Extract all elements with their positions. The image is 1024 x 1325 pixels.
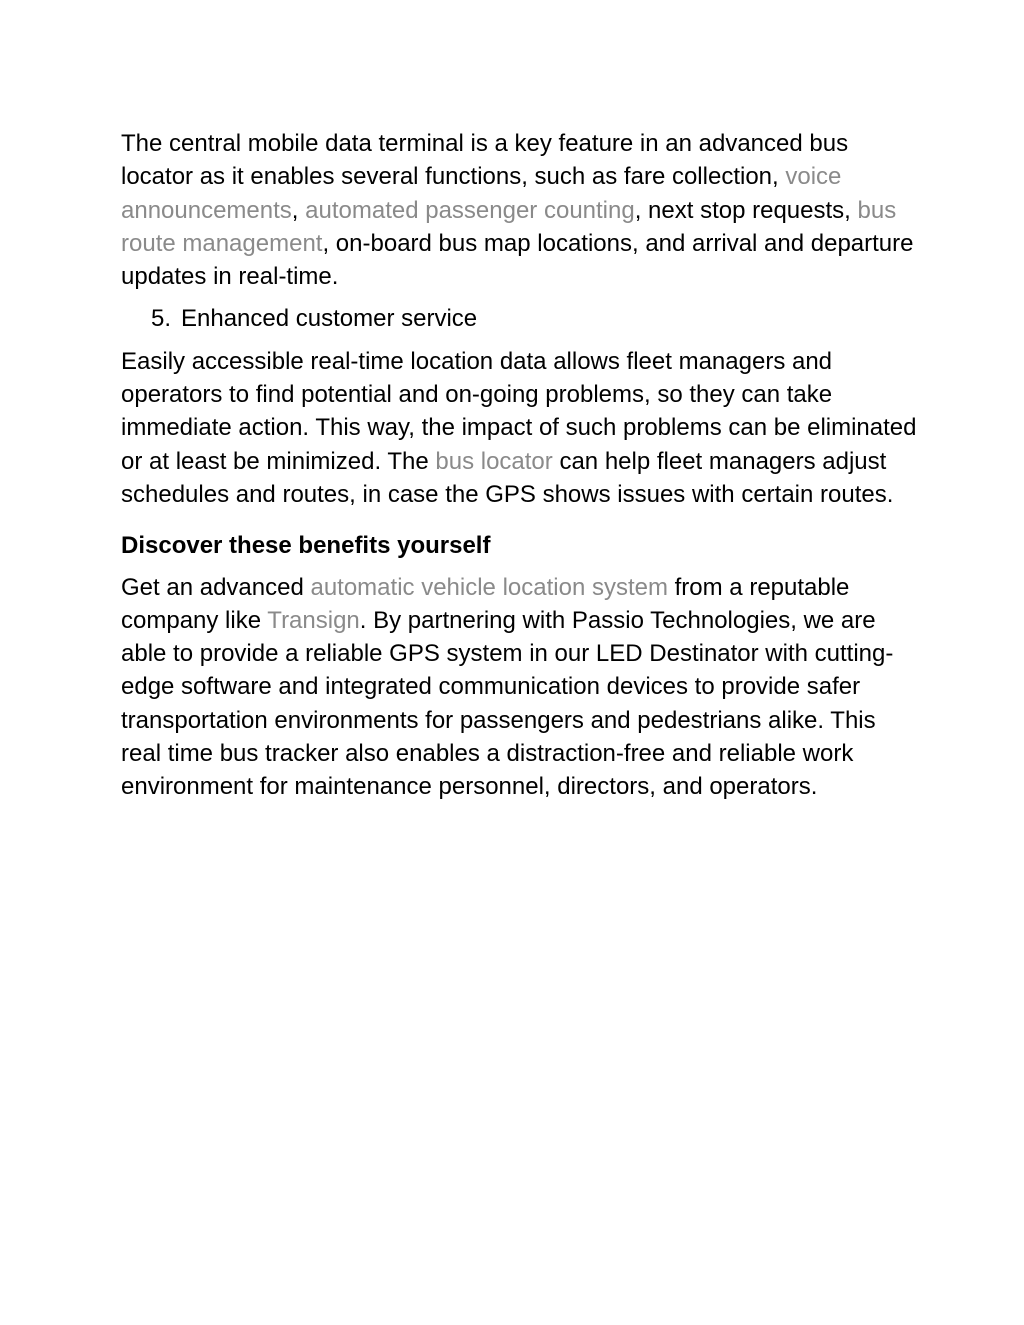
- para3-text-2: from a reputable company like: [121, 573, 850, 634]
- para2-text-1: Easily accessible real-time location data allows fleet managers and operators to find potential and on-going problems, so they can take immediate action. This way, the impact of such problems can be eliminated or at least be minimized. The: [121, 347, 917, 475]
- para3-text-1: Get an advanced: [121, 573, 311, 601]
- section-heading: Discover these benefits yourself: [121, 532, 491, 560]
- link-automated-passenger-counting[interactable]: automated passenger counting: [305, 196, 635, 224]
- link-transign[interactable]: Transign: [267, 606, 360, 634]
- paragraph-discover-benefits: [121, 571, 921, 804]
- para2-text-2: can help fleet managers adjust schedules and routes, in case the GPS shows issues with certain routes.: [121, 447, 894, 508]
- para1-text-1: The central mobile data terminal is a key feature in an advanced bus locator as it enables several functions, such as fare collection,: [121, 130, 849, 191]
- link-automatic-vehicle-location-system[interactable]: automatic vehicle location system: [310, 573, 668, 601]
- link-bus-locator[interactable]: bus locator: [435, 447, 553, 475]
- link-bus-route-management[interactable]: bus route management: [121, 196, 897, 257]
- list-item-enhanced-customer-service: [121, 302, 921, 335]
- paragraph-mobile-data-terminal: [121, 127, 921, 293]
- para1-text-2: ,: [291, 196, 306, 224]
- para1-text-3: , next stop requests,: [634, 196, 858, 224]
- list-item-label: Enhanced customer service: [181, 305, 478, 333]
- para3-text-3: . By partnering with Passio Technologies, we are able to provide a reliable GPS system in our LED Destinator with cutting-edge software and integrated communication devices to provide safer transportation environments for passengers and pedestrians alike. This real time bus tracker also enables a distraction-free and reliable work environment for maintenance personnel, directors, and operators.: [121, 606, 894, 801]
- list-item-number: 5.: [151, 305, 172, 333]
- link-voice-announcements[interactable]: voice announcements: [121, 163, 842, 224]
- para1-text-4: , on-board bus map locations, and arrival and departure updates in real-time.: [121, 229, 914, 291]
- paragraph-customer-service: [121, 345, 921, 511]
- document-page: [121, 127, 921, 804]
